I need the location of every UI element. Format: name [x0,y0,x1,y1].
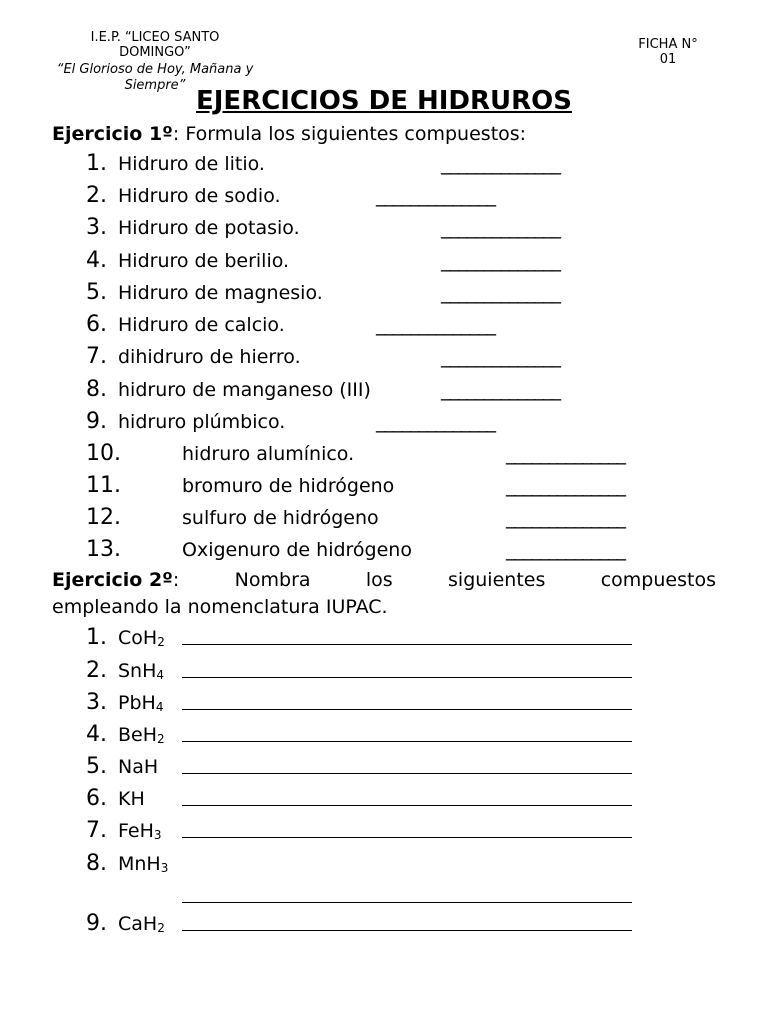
exercise2-item [0,908,768,940]
compound-name: bromuro de hidrógeno [182,475,395,497]
exercise1-heading [52,121,526,147]
compound-name: Hidruro de litio. [118,153,265,175]
answer-blank[interactable]: ______________ [441,153,560,175]
answer-blank[interactable]: ______________ [441,282,560,304]
compound-name: Hidruro de calcio. [118,314,285,336]
formula-subscript: 4 [155,700,164,714]
item-number: 1. [86,625,107,650]
item-number: 12. [86,505,121,530]
formula-subscript: 2 [157,635,165,649]
formula-base: FeH [118,820,154,842]
chemical-formula [118,815,162,851]
answer-line[interactable] [182,644,632,645]
answer-line[interactable] [182,773,632,774]
compound-name: hidruro alumínico. [182,443,355,465]
compound-name: sulfuro de hidrógeno [182,507,379,529]
item-number: 11. [86,473,121,498]
answer-blank[interactable]: ______________ [376,185,495,207]
worksheet-number [616,37,720,67]
formula-subscript: 3 [160,861,169,875]
chemical-formula [118,848,168,884]
compound-name: Oxigenuro de hidrógeno [182,539,412,561]
school-name-line1: I.E.P. “LICEO SANTO [90,30,220,45]
exercise2-word: compuestos [600,569,716,591]
answer-blank[interactable]: ______________ [506,475,625,497]
exercise1-item [0,374,768,406]
formula-subscript: 3 [153,828,162,842]
exercise1-item [0,470,768,502]
exercise2-label: Ejercicio 2º [52,569,173,591]
exercise2-word: Nombra [234,569,311,591]
compound-name: hidruro de manganeso (III) [118,379,371,401]
school-motto: “El Glorioso de Hoy, Mañana y Siempre” [56,62,254,93]
exercise1-item [0,438,768,470]
exercise2-item [0,815,768,847]
exercise2-word: los [365,569,393,591]
school-name-line2: DOMINGO” [119,45,191,60]
exercise1-item [0,148,768,180]
exercise2-label-group [52,567,179,594]
answer-blank[interactable]: ______________ [441,379,560,401]
answer-line[interactable] [182,837,632,838]
answer-blank[interactable]: ______________ [441,346,560,368]
item-number: 4. [86,722,107,747]
answer-line[interactable] [182,930,632,931]
chemical-formula [118,719,165,755]
exercise2-item [0,622,768,654]
answer-blank[interactable]: ______________ [506,507,625,529]
formula-base: SnH [118,660,157,682]
exercise1-item [0,309,768,341]
chemical-formula [118,687,163,723]
formula-base: CoH [118,627,158,649]
chemical-formula [118,908,165,944]
item-number: 2. [86,183,107,208]
answer-blank[interactable]: ______________ [506,443,625,465]
formula-base: PbH [118,692,156,714]
item-number: 4. [86,248,107,273]
compound-name: Hidruro de berilio. [118,250,290,272]
chemical-formula [118,622,165,658]
item-number: 13. [86,537,121,562]
compound-name: hidruro plúmbico. [118,411,286,433]
item-number: 1. [86,151,107,176]
formula-base: KH [118,788,145,810]
item-number: 3. [86,690,107,715]
answer-line[interactable] [182,902,632,903]
answer-blank[interactable]: ______________ [506,539,625,561]
exercise1-item [0,245,768,277]
item-number: 5. [86,280,107,305]
item-number: 9. [86,911,107,936]
item-number: 9. [86,409,107,434]
item-number: 5. [86,754,107,779]
school-name [40,30,270,60]
item-number: 3. [86,215,107,240]
item-number: 6. [86,312,107,337]
exercise2-heading-line2: empleando la nomenclatura IUPAC. [52,596,388,618]
exercise2-item [0,848,768,880]
exercise2-item [0,655,768,687]
chemical-formula [118,751,158,783]
compound-name: Hidruro de potasio. [118,217,300,239]
answer-line[interactable] [182,677,632,678]
formula-base: NaH [118,756,159,778]
exercise2-item [0,687,768,719]
answer-blank[interactable]: ______________ [376,411,495,433]
formula-base: CaH [118,913,158,935]
ficha-label: FICHA N° [638,37,698,52]
compound-name: Hidruro de magnesio. [118,282,323,304]
answer-line[interactable] [182,741,632,742]
formula-base: MnH [118,853,161,875]
item-number: 8. [86,851,107,876]
exercise1-item [0,406,768,438]
chemical-formula [118,655,164,691]
formula-subscript: 2 [157,921,165,935]
exercise2-word: : [172,569,180,591]
formula-subscript: 4 [156,668,165,682]
page-title: EJERCICIOS DE HIDRUROS [196,86,572,116]
item-number: 10. [86,441,121,466]
exercise1-instruction: : Formula los siguientes compuestos: [172,123,527,145]
answer-blank[interactable]: ______________ [441,250,560,272]
item-number: 6. [86,786,107,811]
item-number: 2. [86,658,107,683]
exercise1-item [0,212,768,244]
compound-name: dihidruro de hierro. [118,346,301,368]
item-number: 7. [86,818,107,843]
exercise1-item [0,502,768,534]
answer-blank[interactable]: ______________ [376,314,495,336]
exercise2-heading-line1 [52,567,716,594]
formula-base: BeH [118,724,158,746]
answer-line[interactable] [182,805,632,806]
exercise1-item [0,341,768,373]
exercise1-item [0,534,768,566]
exercise2-item [0,751,768,783]
item-number: 8. [86,377,107,402]
item-number: 7. [86,344,107,369]
exercise2-word: siguientes [448,569,546,591]
exercise2-heading [52,567,716,621]
answer-line[interactable] [182,709,632,710]
exercise1-label: Ejercicio 1º [52,123,173,145]
chemical-formula [118,783,145,815]
ficha-number: 01 [659,52,677,67]
formula-subscript: 2 [157,732,165,746]
compound-name: Hidruro de sodio. [118,185,281,207]
exercise2-item [0,719,768,751]
answer-blank[interactable]: ______________ [441,217,560,239]
exercise2-item [0,783,768,815]
exercise1-item [0,277,768,309]
exercise1-item [0,180,768,212]
